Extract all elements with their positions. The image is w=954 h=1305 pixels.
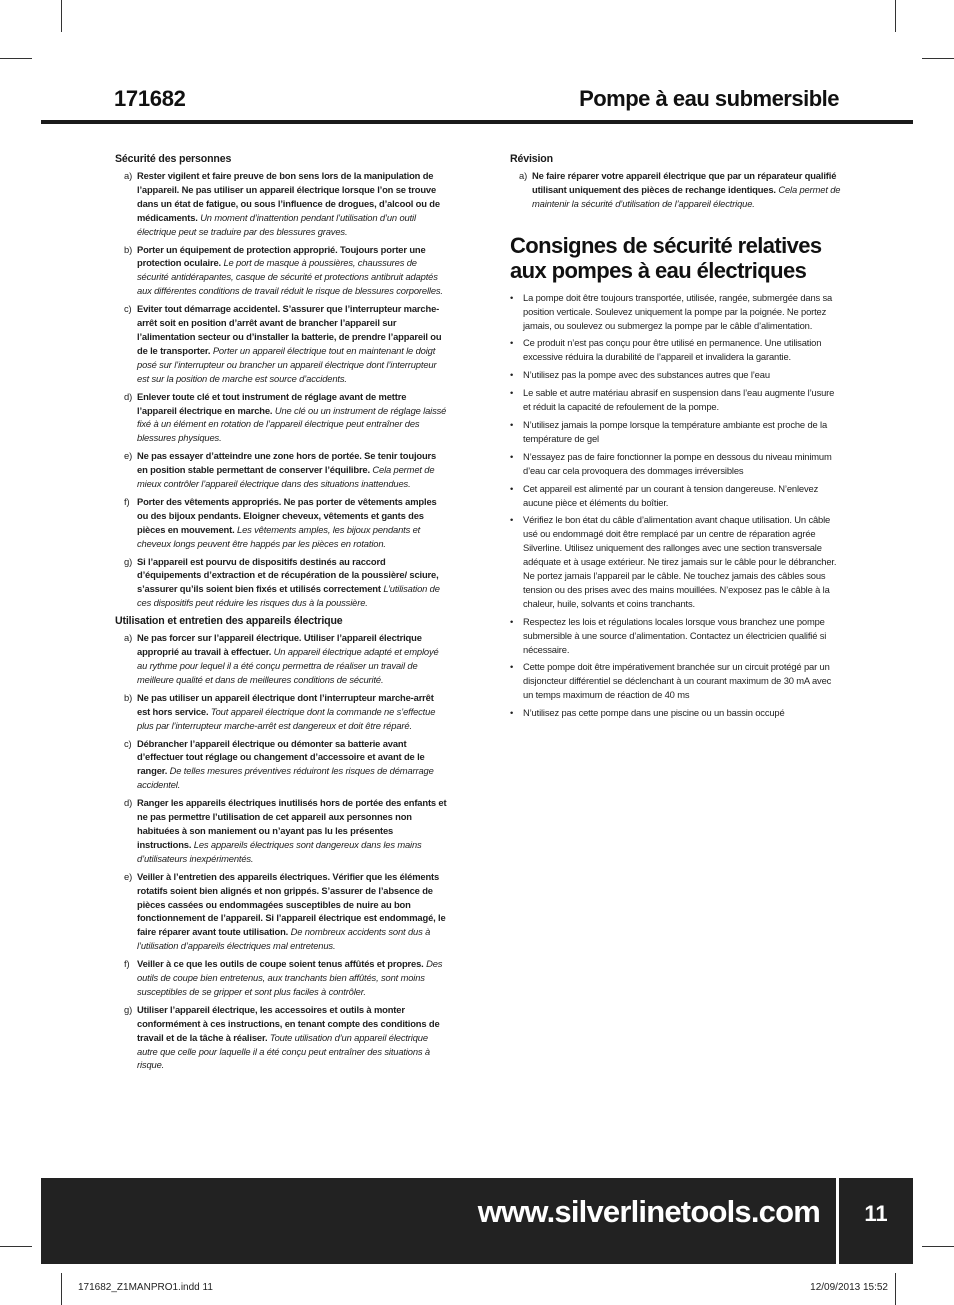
right-column [510,152,843,724]
item-letter: d) [124,797,133,809]
bullet-text: La pompe doit être toujours transportée, utilisée, rangée, submergée dans sa position verticale. Soulevez uniquement la pompe par la poignée. Ne portez jamais, ou soulevez ou submergez la pompe par le câble d’alimentation. [523,291,833,331]
pump-safety-list [510,291,843,720]
item-explanation: L’utilisation de ces dispositifs peut réduire les risques dus à la poussière. [137,583,440,609]
bullet-text: N’essayez pas de faire fonctionner la pompe en dessous du niveau minimum d’eau car cela provoquera des dommages irréversibles [523,450,832,476]
list-item [115,631,447,687]
item-letter: d) [124,390,133,402]
item-explanation: De nombreux accidents sont dus à l’utilisation d’appareils électriques mal entretenus. [137,926,431,952]
item-letter: g) [124,555,133,567]
list-item [115,390,447,446]
bullet-item [510,615,843,657]
bullet-item [510,418,843,446]
bullet-text: Ce produit n’est pas conçu pour être utilisé en permanence. Une utilisation excessive réduira la durabilité de l’appareil et invalidera la garantie. [523,337,822,363]
item-letter: f) [124,958,130,970]
website-link[interactable]: www.silverlinetools.com [477,1194,820,1229]
bullet-item [510,368,843,382]
revision-list [510,169,843,211]
list-item [115,737,447,793]
list-item [115,870,447,953]
item-instruction: Enlever toute clé et tout instrument de réglage avant de mettre l’appareil électrique en marche. [137,390,407,416]
personal-safety-list [115,169,447,610]
item-letter: b) [124,691,133,703]
item-explanation: Cela permet de mieux contrôler l’appareil électrique dans des situations inattendues. [137,464,435,490]
item-letter: b) [124,243,133,255]
bullet-text: Cet appareil est alimenté par un courant à tension dangereuse. N’enlevez aucune pièce et éléments du boîtier. [523,482,819,508]
item-letter: a) [124,170,133,181]
bullet-item [510,386,843,414]
list-item [115,555,447,611]
footer-bar [41,1178,913,1264]
bullet-dot-icon: • [510,387,514,399]
item-explanation: Le port de masque à poussières, chaussures de sécurité antidérapantes, casque de sécurité et protections antibruit adaptés aux différentes conditions de travail réduit le risque de blessures corporelles. [137,257,443,297]
bullet-item [510,706,843,720]
item-letter: c) [124,303,132,315]
item-explanation: Tout appareil électrique dont la commande ne s’effectue plus par l’interrupteur marche-arrêt est dangereux et doit être réparé. [137,705,436,731]
section-title-tool-use: Utilisation et entretien des appareils électrique [115,615,343,628]
item-letter: f) [124,495,130,507]
item-instruction: Porter un équipement de protection approprié. Toujours porter une protection oculaire. [137,243,426,269]
crop-mark [922,1246,954,1247]
bullet-dot-icon: • [510,661,514,673]
item-instruction: Ne faire réparer votre appareil électrique que par un réparateur qualifié utilisant uniquement des pièces de rechange identiques. [532,170,837,195]
item-explanation: Des outils de coupe bien entretenus, aux tranchants bien affûtés, sont moins susceptibles de se gripper et sont plus faciles à contrôler. [137,958,443,997]
item-instruction: Ne pas utiliser un appareil électrique dont l’interrupteur marche-arrêt est hors service. [137,691,434,717]
bullet-item [510,450,843,478]
pump-safety-heading: Consignes de sécurité relatives aux pompes à eau électriques [510,232,822,283]
item-explanation: Cela permet de maintenir la sécurité d’utilisation de l’appareil électrique. [532,183,841,209]
item-explanation: Toute utilisation d’un appareil électrique autre que celle pour laquelle il a été conçu peut entraîner des situations à risque. [137,1031,430,1071]
item-explanation: Un moment d’inattention pendant l’utilisation d’un outil électrique peut se traduire par des blessures graves. [137,211,416,237]
section-title-personal-safety: Sécurité des personnes [115,153,232,165]
section-title-revision: Révision [510,153,553,165]
bullet-text: Vérifiez le bon état du câble d’alimentation avant chaque utilisation. Un câble usé ou endommagé doit être remplacé par un centre de réparation agrée Silverline. Utilisez uniquement des rallonges avec une section transversale adéquate et à usage extérieur. Ne tirez jamais sur le câble pour le débrancher. Ne portez jamais l’appareil par le câble. Ne touchez jamais des câbles sous tension ou des prises avec des mains mouillées. N’exposez pas le câble à la chaleur, huile, solvants et coins tranchants. [523,514,837,609]
crop-mark [0,58,32,59]
bullet-item [510,291,843,333]
list-item [115,243,447,299]
list-item [115,302,447,385]
item-letter: e) [124,870,133,882]
bullet-item [510,482,843,510]
crop-mark [61,0,62,32]
list-item [115,449,447,491]
bullet-dot-icon: • [510,482,514,494]
list-item [115,1003,447,1073]
left-column [115,152,447,1076]
list-item [510,169,843,211]
bullet-text: N’utilisez pas la pompe avec des substances autres que l’eau [523,369,770,381]
crop-mark [895,0,896,32]
item-instruction: Ne pas forcer sur l’appareil électrique. Utiliser l’appareil électrique approprié au travail à effectuer. [137,632,422,658]
slug-filename: 171682_Z1MANPRO1.indd 11 [78,1282,213,1293]
bullet-dot-icon: • [510,450,514,462]
list-item [115,691,447,733]
list-item [115,495,447,551]
bullet-text: Cette pompe doit être impérativement branchée sur un circuit protégé par un disjoncteur différentiel se déclenchant à un courant maximum de 30 mA avec un temps maximum de réaction de 40 ms [523,661,832,701]
header-rule [41,120,913,124]
item-instruction: Utiliser l’appareil électrique, les accessoires et outils à monter conformément à ces instructions, en tenant compte des conditions de travail et de la tâche à réaliser. [137,1003,440,1043]
bullet-text: Le sable et autre matériau abrasif en suspension dans l’eau augmente l’usure et réduit la capacité de refoulement de la pompe. [523,387,835,413]
bullet-dot-icon: • [510,514,514,526]
bullet-text: N’utilisez pas cette pompe dans une piscine ou un bassin occupé [523,707,785,719]
item-explanation: Les vêtements amples, les bijoux pendants et cheveux longs peuvent être happés par les pièces en rotation. [137,523,421,549]
bullet-dot-icon: • [510,337,514,349]
item-instruction: Veiller à ce que les outils de coupe soient tenus affûtés et propres. [137,958,424,970]
product-code: 171682 [114,86,186,111]
item-explanation: Une clé ou un instrument de réglage laissé fixé à un élément en rotation de l’appareil électrique peut entraîner des blessures physiques. [137,404,447,444]
item-letter: e) [124,450,133,462]
item-instruction: Veiller à l’entretien des appareils électriques. Vérifier que les éléments rotatifs soient bien alignés et non grippés. S’assurer de l’absence de pièces cassées ou endommagées susceptibles de nuire au bon fonctionnement de l’appareil. Si l’appareil électrique est endommagé, le faire réparer avant toute utilisation. [137,870,446,938]
bullet-dot-icon: • [510,418,514,430]
item-instruction: Porter des vêtements appropriés. Ne pas porter de vêtements amples ou des bijoux pendants. Eloigner cheveux, vêtements et gants des pièces en mouvement. [137,495,437,535]
page-title: Pompe à eau submersible [579,86,839,111]
item-explanation: Un appareil électrique adapté et employé au rythme pour lequel il a été conçu permettra de réaliser un travail de meilleure qualité et dans de meilleures conditions de sécurité. [137,646,439,685]
item-letter: c) [124,737,132,749]
slug-datetime: 12/09/2013 15:52 [810,1282,888,1293]
list-item [115,796,447,866]
item-explanation: De telles mesures préventives réduiront les risques de démarrage accidentel. [137,765,434,791]
item-explanation: Les appareils électriques sont dangereux dans les mains d’utilisateurs inexpérimentés. [137,838,422,864]
list-item [115,169,447,239]
bullet-dot-icon: • [510,291,514,303]
list-item [115,957,447,999]
crop-mark [61,1273,62,1305]
bullet-dot-icon: • [510,615,514,627]
item-explanation: Porter un appareil électrique tout en maintenant le doigt posé sur l’interrupteur ou brancher un appareil électrique dont l’interrupteur est sur la position de marche est source d’accidents. [137,344,437,384]
item-letter: a) [519,170,528,181]
item-letter: a) [124,632,133,644]
bullet-item [510,336,843,364]
bullet-text: N’utilisez jamais la pompe lorsque la température ambiante est proche de la température de gel [523,418,828,444]
item-instruction: Eviter tout démarrage accidentel. S’assurer que l’interrupteur marche-arrêt soit en position d’arrêt avant de brancher l’appareil sur l’alimentation secteur ou d’installer la batterie, de prendre l’appareil ou de le transporter. [137,303,442,356]
crop-mark [922,58,954,59]
bullet-item [510,660,843,702]
bullet-item [510,513,843,610]
crop-mark [0,1246,32,1247]
item-instruction: Débrancher l’appareil électrique ou démonter sa batterie avant d’effectuer tout réglage ou changement d’accessoire et avant de le ranger. [137,737,425,777]
item-instruction: Ne pas essayer d’atteindre une zone hors de portée. Se tenir toujours en position stable permettant de conserver l’équilibre. [137,450,437,476]
item-instruction: Ranger les appareils électriques inutilisés hors de portée des enfants et ne pas permettre l’utilisation de cet appareil aux personnes non habituées à son maniement ou n’ayant pas lu les présentes instructions. [137,797,447,850]
tool-use-list [115,631,447,1072]
bullet-dot-icon: • [510,369,514,381]
bullet-dot-icon: • [510,707,514,719]
item-instruction: Si l’appareil est pourvu de dispositifs destinés au raccord d’équipements d’extraction et de récupération de la poussière/ sciure, s’assurer qu’ils soient bien fixés et utilisés correctement [137,555,439,595]
crop-mark [895,1273,896,1305]
page-number: 11 [864,1201,888,1226]
item-letter: g) [124,1003,133,1015]
bullet-text: Respectez les lois et régulations locales lorsque vous branchez une pompe submersible à une source d’alimentation. Contactez un électricien qualifié si nécessaire. [523,615,827,655]
item-instruction: Rester vigilent et faire preuve de bon sens lors de la manipulation de l’appareil. Ne pas utiliser un appareil électrique lorsque l’on se trouve dans un état de fatigue, ou sous l’influence de drogues, d’alcool ou de médicaments. [137,170,440,223]
